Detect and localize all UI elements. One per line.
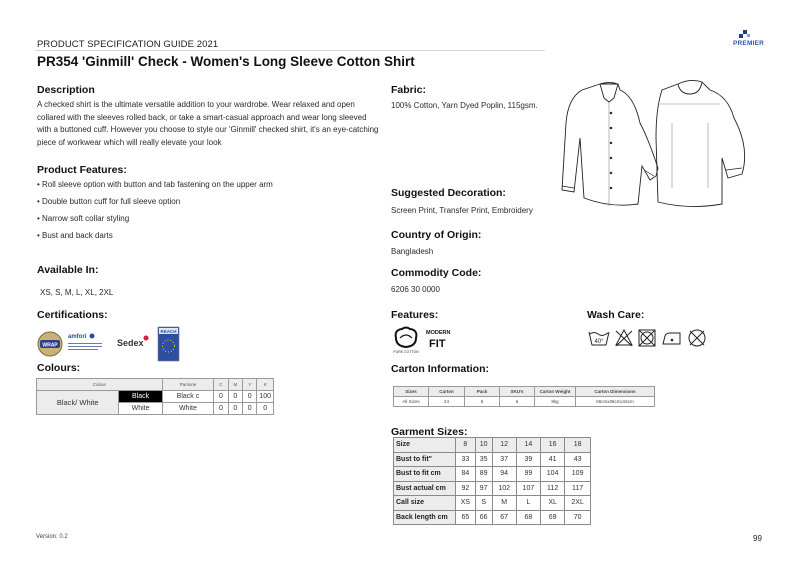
svg-text:REACH: REACH xyxy=(160,329,177,334)
row-label: Call size xyxy=(394,496,456,511)
sedex-logo xyxy=(117,336,149,349)
shirt-illustration xyxy=(560,78,760,218)
reach-compliance-logo xyxy=(158,327,179,361)
table-cell: 39 xyxy=(516,452,540,467)
commodity-value: 6206 30 0000 xyxy=(391,285,440,294)
list-item: • Narrow soft collar styling xyxy=(37,214,130,223)
description-heading: Description xyxy=(37,84,95,96)
table-cell: 102 xyxy=(492,481,516,496)
table-cell: 70 xyxy=(565,510,591,525)
table-cell: 35 xyxy=(475,452,492,467)
available-sizes: XS, S, M, L, XL, 2XL xyxy=(40,288,114,297)
available-in-heading: Available In: xyxy=(37,264,99,276)
header-cell: Carton xyxy=(429,387,465,397)
do-not-bleach-icon xyxy=(616,330,632,346)
iron-low-icon xyxy=(663,333,680,344)
table-cell: 8kg xyxy=(535,397,576,407)
features-heading: Features: xyxy=(391,309,439,321)
table-cell: 92 xyxy=(456,481,476,496)
premier-logo xyxy=(733,28,773,50)
product-features-list xyxy=(37,180,273,248)
table-cell: 18 xyxy=(565,438,591,453)
svg-text:MODERN: MODERN xyxy=(426,330,451,336)
table-row xyxy=(394,438,591,453)
table-cell: 104 xyxy=(541,467,565,482)
table-cell: 41 xyxy=(541,452,565,467)
header-cell: M xyxy=(228,379,242,391)
colour-swatch: White xyxy=(119,403,162,415)
table-cell: 8 xyxy=(456,438,476,453)
table-cell: 33 xyxy=(456,452,476,467)
wash-care-heading: Wash Care: xyxy=(587,309,645,321)
svg-text:PURE COTTON: PURE COTTON xyxy=(393,350,419,354)
table-cell: 84 xyxy=(456,467,476,482)
table-cell: S xyxy=(475,496,492,511)
svg-text:WRAP: WRAP xyxy=(42,342,58,349)
table-row xyxy=(394,397,655,407)
table-row xyxy=(394,467,591,482)
table-cell: 43 xyxy=(565,452,591,467)
table-cell: 109 xyxy=(565,467,591,482)
wash-40-icon xyxy=(589,332,609,345)
carton-table xyxy=(393,386,655,407)
table-cell: 65 xyxy=(456,510,476,525)
table-cell: All Sizes xyxy=(394,397,429,407)
table-cell: 67 xyxy=(492,510,516,525)
row-label: Back length cm xyxy=(394,510,456,525)
decoration-value: Screen Print, Transfer Print, Embroidery xyxy=(391,206,533,215)
do-not-tumble-dry-icon xyxy=(639,330,655,346)
table-cell: 16 xyxy=(541,438,565,453)
certification-logos xyxy=(37,326,197,362)
table-cell: 94 xyxy=(492,467,516,482)
header-cell: Sizes xyxy=(394,387,429,397)
cmyk-cell: 0 xyxy=(257,403,274,415)
table-header-row xyxy=(394,387,655,397)
table-row xyxy=(394,481,591,496)
table-row xyxy=(394,452,591,467)
colour-name: Black/ White xyxy=(37,391,119,415)
table-cell: 89 xyxy=(475,467,492,482)
table-cell: 12 xyxy=(492,438,516,453)
logo-square-icon xyxy=(747,34,750,37)
description-text: A checked shirt is the ultimate versatile addition to your wardrobe. Wear relaxed and open collared with the sleeves rolled back, or take a smart-casual approach and wear long sleeved with a buttoned cuff. However you choose to style our 'Ginmill' checked shirt, it's an eye-catching piece of workwear which will really elevate your look xyxy=(37,100,379,147)
table-cell: 2XL xyxy=(565,496,591,511)
colours-table xyxy=(36,378,274,415)
table-cell: 112 xyxy=(541,481,565,496)
pantone-cell: White xyxy=(162,403,214,415)
list-item: • Double button cuff for full sleeve option xyxy=(37,197,181,206)
list-item: • Bust and back darts xyxy=(37,231,113,240)
cmyk-cell: 0 xyxy=(228,403,242,415)
svg-text:40°: 40° xyxy=(594,339,604,345)
header-cell: C xyxy=(214,379,228,391)
cmyk-cell: 0 xyxy=(214,403,228,415)
brand-name: PREMIER xyxy=(733,40,765,47)
product-title: PR354 'Ginmill' Check - Women's Long Sleeve Cotton Shirt xyxy=(37,54,415,69)
carton-info-heading: Carton Information: xyxy=(391,363,489,375)
table-cell: 66 xyxy=(475,510,492,525)
table-cell: 107 xyxy=(516,481,540,496)
table-cell: XS xyxy=(456,496,476,511)
header-cell: Carton Dimensions xyxy=(576,387,655,397)
table-row xyxy=(37,391,274,403)
list-item: • Roll sleeve option with button and tab fastening on the upper arm xyxy=(37,180,273,189)
cmyk-cell: 0 xyxy=(228,391,242,403)
table-header-row xyxy=(37,379,274,391)
table-cell: 97 xyxy=(475,481,492,496)
row-label: Bust to fit cm xyxy=(394,467,456,482)
pantone-cell: Black c xyxy=(162,391,214,403)
table-cell: 6 xyxy=(500,397,535,407)
decoration-heading: Suggested Decoration: xyxy=(391,187,506,199)
table-cell: 117 xyxy=(565,481,591,496)
header-cell: Carton Weight xyxy=(535,387,576,397)
pure-cotton-icon xyxy=(393,328,419,355)
table-cell: 14 xyxy=(516,438,540,453)
logo-square-icon xyxy=(739,34,743,38)
cmyk-cell: 0 xyxy=(214,391,228,403)
svg-text:Sedex: Sedex xyxy=(117,338,144,348)
svg-text:FIT: FIT xyxy=(429,338,446,350)
header-cell: SKU's xyxy=(500,387,535,397)
table-cell: 56cmx36cmx15cm xyxy=(576,397,655,407)
garment-sizes-heading: Garment Sizes: xyxy=(391,426,468,438)
do-not-dry-clean-icon xyxy=(689,330,705,346)
shirt-back-icon xyxy=(656,80,745,206)
cmyk-cell: 0 xyxy=(243,391,257,403)
header-cell: Pack xyxy=(465,387,500,397)
colours-heading: Colours: xyxy=(37,362,81,374)
table-cell: 24 xyxy=(429,397,465,407)
shirt-front-icon xyxy=(562,83,658,207)
version-label: Version: 0.2 xyxy=(36,534,68,540)
table-cell: 69 xyxy=(541,510,565,525)
row-label: Bust actual cm xyxy=(394,481,456,496)
origin-value: Bangladesh xyxy=(391,247,434,256)
origin-heading: Country of Origin: xyxy=(391,229,482,241)
wash-care-icons xyxy=(588,327,713,349)
feature-icons xyxy=(392,326,462,356)
header-cell: Pantone xyxy=(162,379,214,391)
commodity-heading: Commodity Code: xyxy=(391,267,482,279)
guide-title: PRODUCT SPECIFICATION GUIDE 2021 xyxy=(37,39,219,50)
table-cell: XL xyxy=(541,496,565,511)
header-divider xyxy=(35,50,545,51)
header-cell: Colour xyxy=(37,379,163,391)
fabric-heading: Fabric: xyxy=(391,84,427,96)
cmyk-cell: 0 xyxy=(243,403,257,415)
product-features-heading: Product Features: xyxy=(37,164,127,176)
fabric-value: 100% Cotton, Yarn Dyed Poplin, 115gsm. xyxy=(391,101,538,110)
certifications-heading: Certifications: xyxy=(37,309,108,321)
colour-swatch: Black xyxy=(119,391,162,403)
garment-sizes-table xyxy=(393,437,591,525)
table-cell: 68 xyxy=(516,510,540,525)
amfori-bsci-logo xyxy=(68,334,102,351)
table-row xyxy=(394,510,591,525)
svg-text:amfori: amfori xyxy=(68,334,87,340)
table-cell: L xyxy=(516,496,540,511)
cmyk-cell: 100 xyxy=(257,391,274,403)
wrap-logo xyxy=(38,332,62,356)
row-label: Size xyxy=(394,438,456,453)
table-cell: 10 xyxy=(475,438,492,453)
header-cell: K xyxy=(257,379,274,391)
table-cell: M xyxy=(492,496,516,511)
row-label: Bust to fit" xyxy=(394,452,456,467)
table-cell: 37 xyxy=(492,452,516,467)
modern-fit-icon xyxy=(426,330,450,350)
table-row xyxy=(394,496,591,511)
header-cell: Y xyxy=(243,379,257,391)
table-cell: 6 xyxy=(465,397,500,407)
table-cell: 99 xyxy=(516,467,540,482)
page-number: 99 xyxy=(753,534,762,543)
